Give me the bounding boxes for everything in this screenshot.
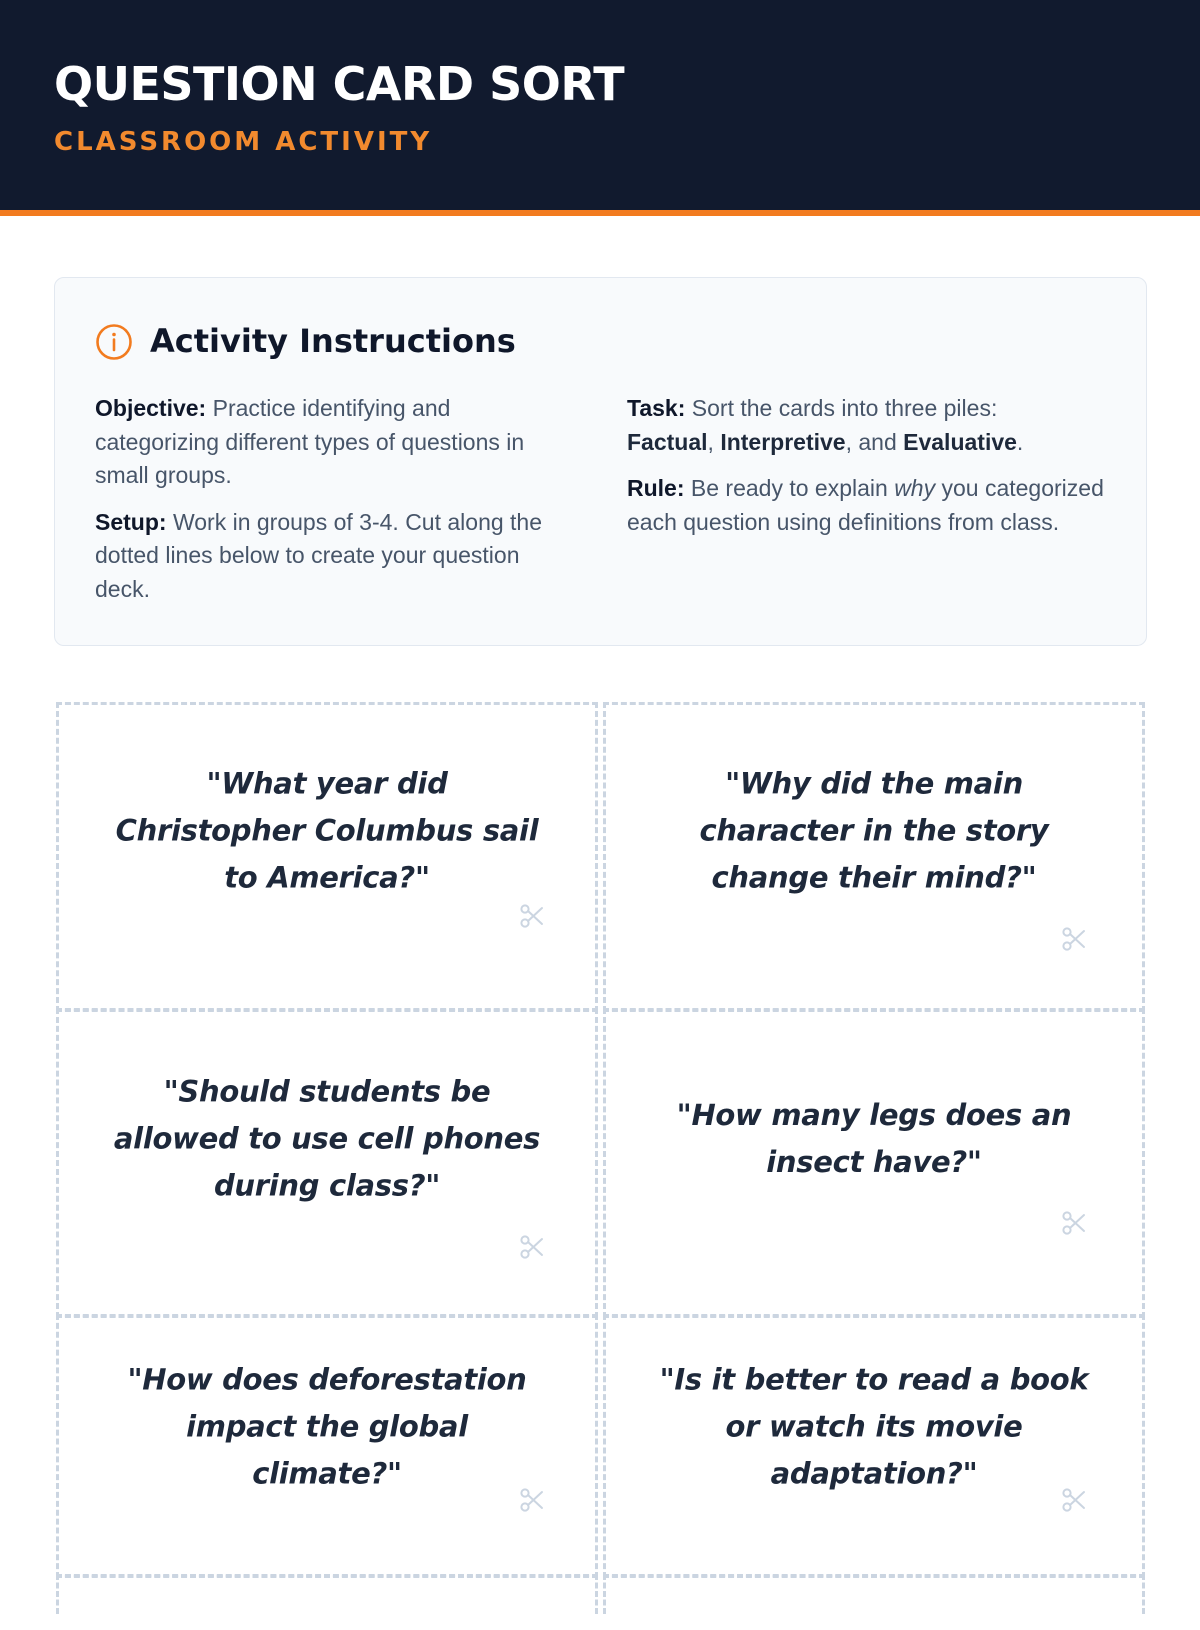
task-label: Task: bbox=[627, 395, 686, 421]
question-card-grid bbox=[54, 700, 1147, 1630]
question-card[interactable] bbox=[603, 1008, 1145, 1318]
scissors-icon bbox=[1061, 926, 1087, 952]
setup-text: Work in groups of 3-4. Cut along the dotted lines below to create your question deck. bbox=[95, 508, 543, 602]
info-circle-icon bbox=[95, 323, 133, 361]
setup-label: Setup: bbox=[95, 508, 167, 535]
task-text: Sort the cards into three piles: bbox=[691, 395, 998, 421]
card-question: "Why did the main character in the story change their mind?" bbox=[699, 766, 1049, 895]
task-separator: , bbox=[707, 428, 721, 455]
rule-text: Be ready to explain bbox=[690, 475, 895, 501]
rule-label: Rule: bbox=[627, 475, 685, 501]
question-card[interactable] bbox=[56, 1314, 598, 1578]
question-card-partial[interactable] bbox=[603, 1574, 1145, 1614]
objective-text: Practice identifying and categorizing different types of questions in small groups. bbox=[95, 395, 525, 488]
card-question: "Is it better to read a book or watch its movie adaptation?" bbox=[659, 1362, 1089, 1491]
card-question: "Should students be allowed to use cell phones during class?" bbox=[113, 1074, 541, 1203]
objective-paragraph bbox=[95, 392, 575, 493]
card-question: "How many legs does an insect have?" bbox=[676, 1098, 1072, 1179]
rule-paragraph bbox=[627, 472, 1117, 539]
scissors-icon bbox=[519, 903, 545, 929]
task-paragraph bbox=[627, 392, 1117, 459]
card-question: "How does deforestation impact the global climate?" bbox=[127, 1362, 527, 1491]
question-card-partial[interactable] bbox=[56, 1574, 598, 1614]
setup-paragraph bbox=[95, 506, 575, 607]
page-header bbox=[0, 0, 1200, 216]
instructions-left-column bbox=[95, 392, 575, 619]
task-end: . bbox=[1016, 428, 1024, 455]
instructions-right-column bbox=[627, 392, 1117, 552]
objective-label: Objective: bbox=[95, 395, 207, 421]
question-card[interactable] bbox=[603, 702, 1145, 1012]
scissors-icon bbox=[1061, 1210, 1087, 1236]
scissors-icon bbox=[519, 1487, 545, 1513]
rule-text-end: you categorized each question using definitions from class. bbox=[627, 475, 1104, 535]
scissors-icon bbox=[1061, 1487, 1087, 1513]
card-question: "What year did Christopher Columbus sail to America?" bbox=[115, 766, 539, 895]
page-subtitle: CLASSROOM ACTIVITY bbox=[54, 127, 433, 157]
task-separator: , and bbox=[845, 428, 904, 455]
question-card[interactable] bbox=[603, 1314, 1145, 1578]
question-card[interactable] bbox=[56, 1008, 598, 1318]
scissors-icon bbox=[519, 1234, 545, 1260]
page-title: QUESTION CARD SORT bbox=[54, 57, 625, 111]
rule-emphasis: why bbox=[894, 475, 936, 501]
instructions-panel bbox=[54, 277, 1147, 646]
pile-interpretive: Interpretive bbox=[720, 428, 846, 455]
question-card[interactable] bbox=[56, 702, 598, 1012]
instructions-title: Activity Instructions bbox=[150, 322, 516, 360]
pile-evaluative: Evaluative bbox=[903, 428, 1017, 455]
pile-factual: Factual bbox=[627, 428, 708, 455]
